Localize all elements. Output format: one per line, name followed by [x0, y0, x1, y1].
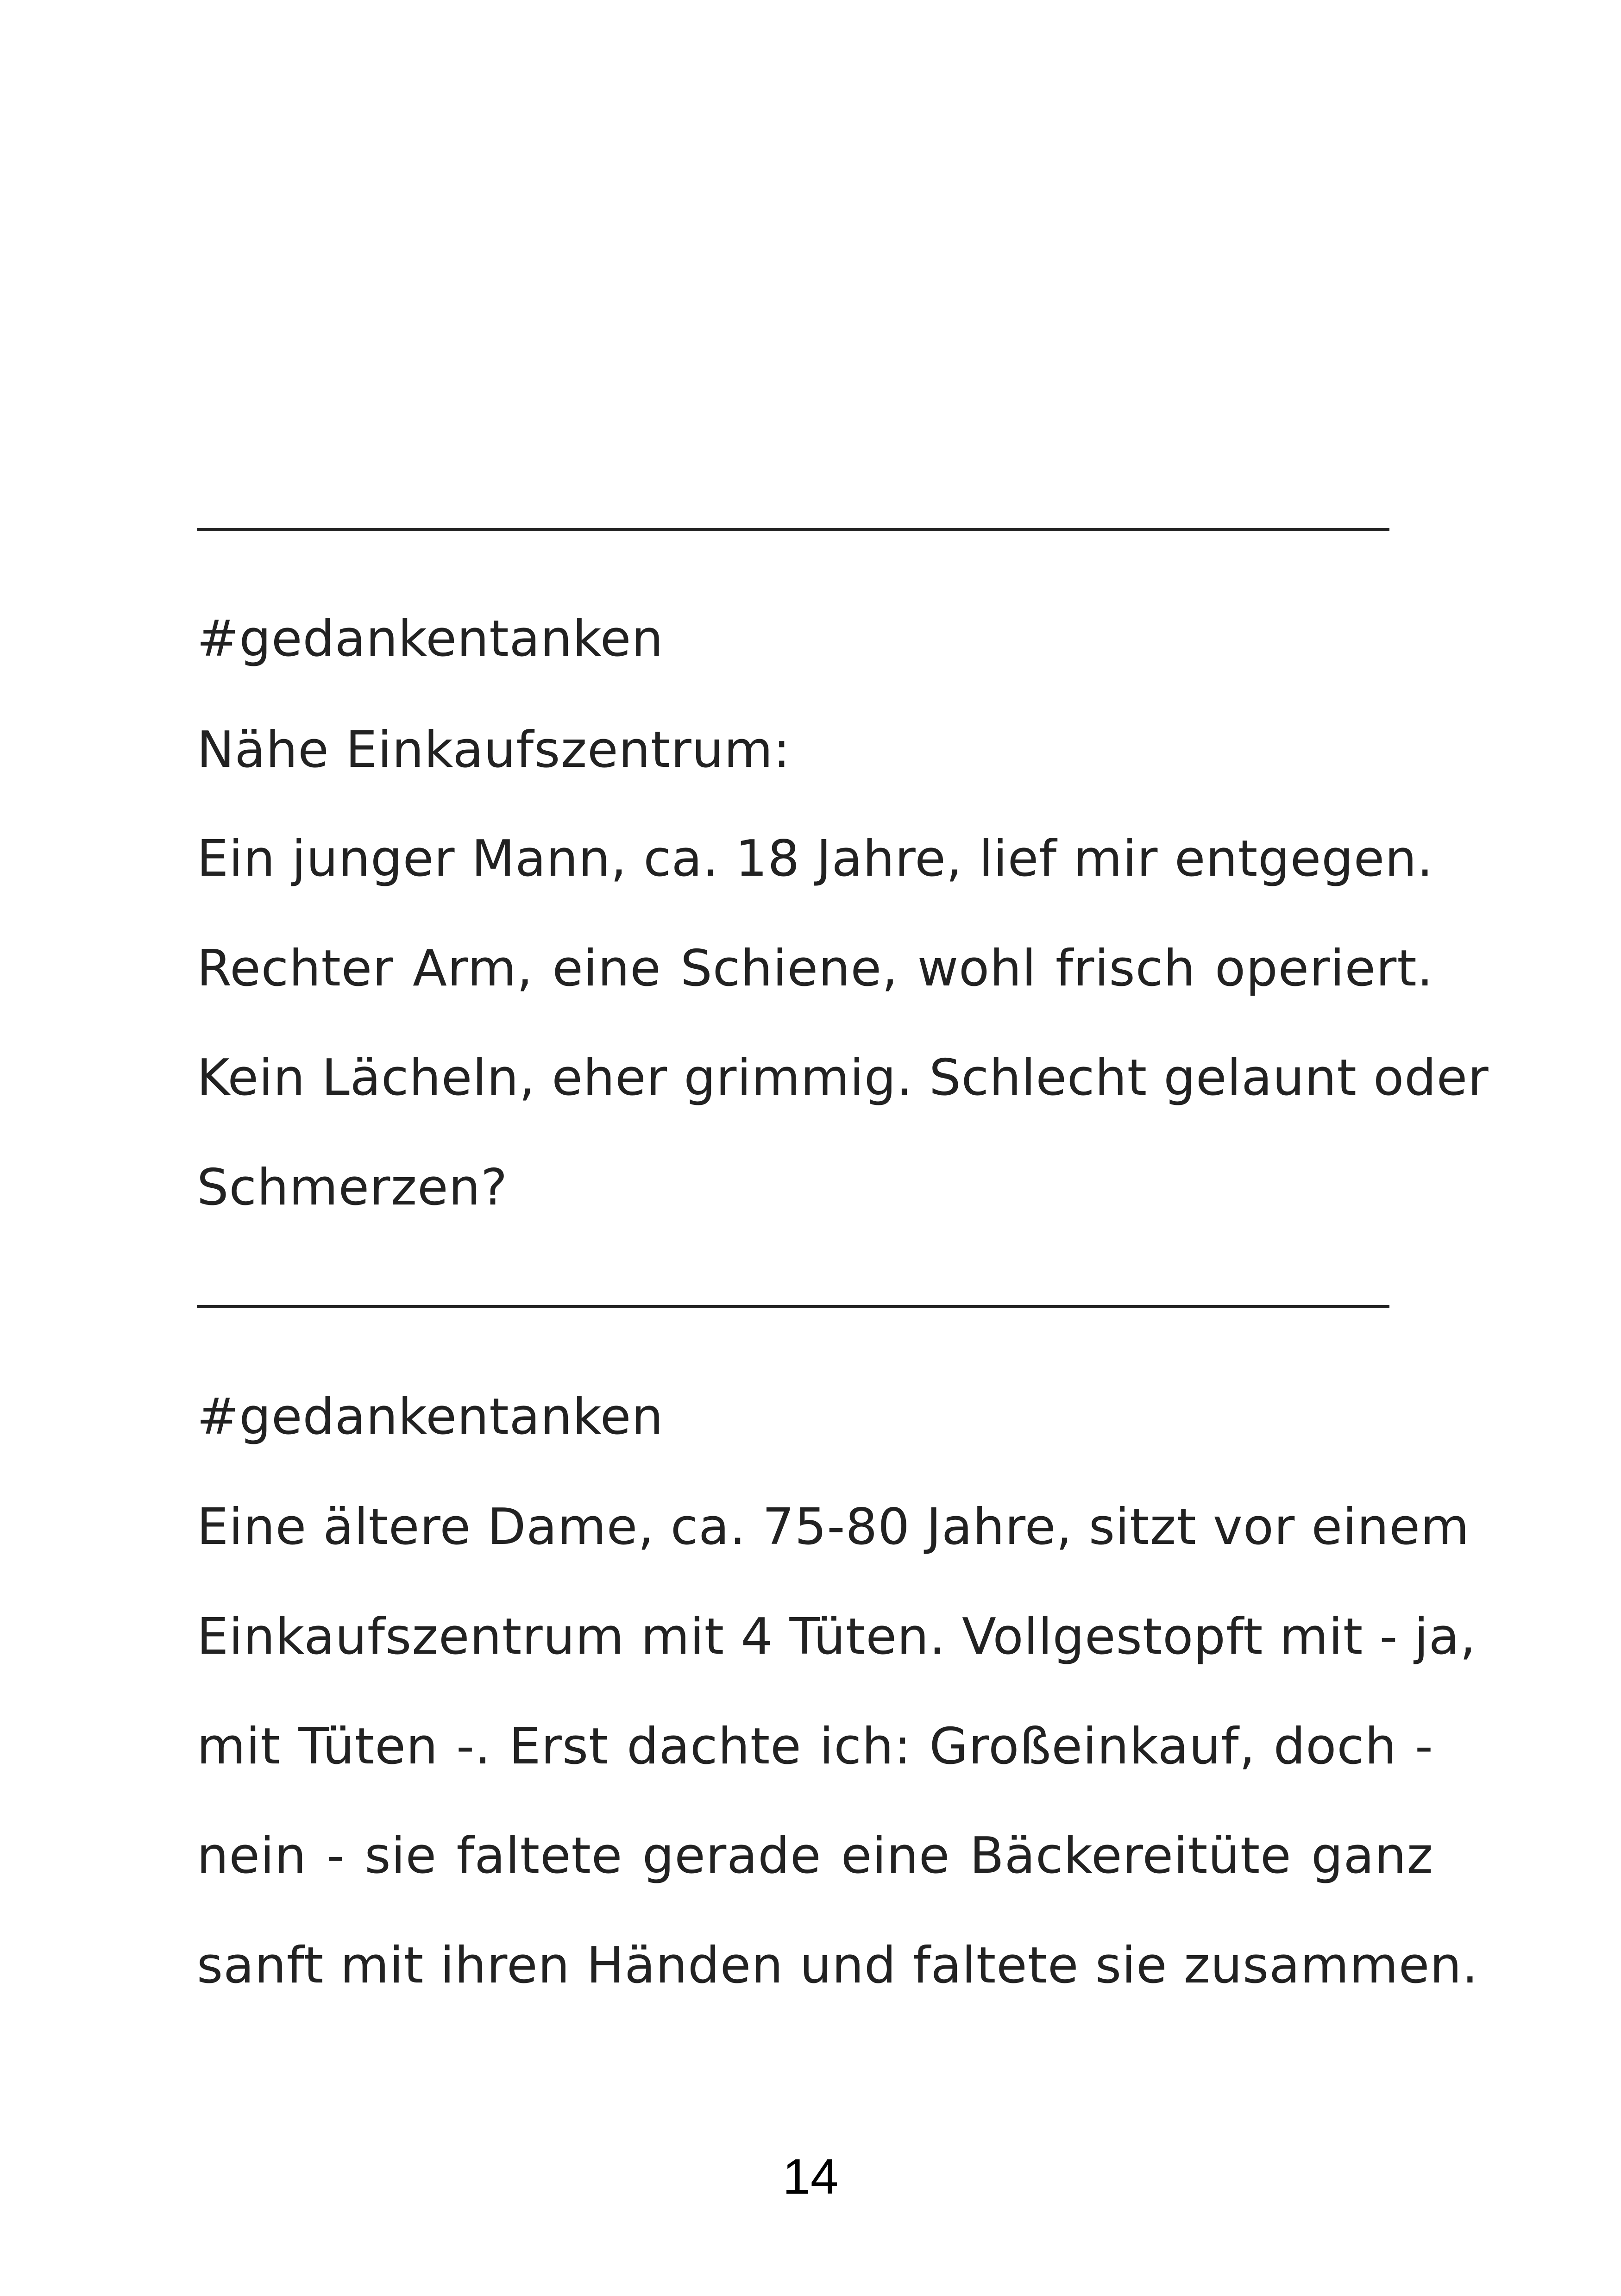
entry-text-line: Schmerzen? — [197, 1159, 508, 1217]
entry-text-line: sanft mit ihren Händen und faltete sie zusammen. — [197, 1937, 1479, 1995]
entry-text-line: Kein Lächeln, eher grimmig. Schlecht gelaunt oder — [197, 1049, 1489, 1107]
entry-hashtag: #gedankentanken — [197, 610, 664, 668]
entry-text-line: Ein junger Mann, ca. 18 Jahre, lief mir entgegen. — [197, 830, 1433, 888]
entry-text-line: Einkaufszentrum mit 4 Tüten. Vollgestopft mit - ja, — [197, 1608, 1476, 1666]
page-number: 14 — [782, 2148, 839, 2204]
entry-text-line: Nähe Einkaufszentrum: — [197, 721, 791, 779]
divider-rule-1 — [197, 528, 1389, 531]
entry-text-line: Eine ältere Dame, ca. 75-80 Jahre, sitzt vor einem — [197, 1498, 1470, 1556]
entry-text-line: mit Tüten -. Erst dachte ich: Großeinkauf, doch - — [197, 1718, 1433, 1775]
entry-hashtag: #gedankentanken — [197, 1388, 664, 1446]
entry-text-line: nein - sie faltete gerade eine Bäckereitüte ganz — [197, 1827, 1433, 1885]
divider-rule-2 — [197, 1305, 1389, 1308]
entry-text-line: Rechter Arm, eine Schiene, wohl frisch operiert. — [197, 940, 1433, 997]
